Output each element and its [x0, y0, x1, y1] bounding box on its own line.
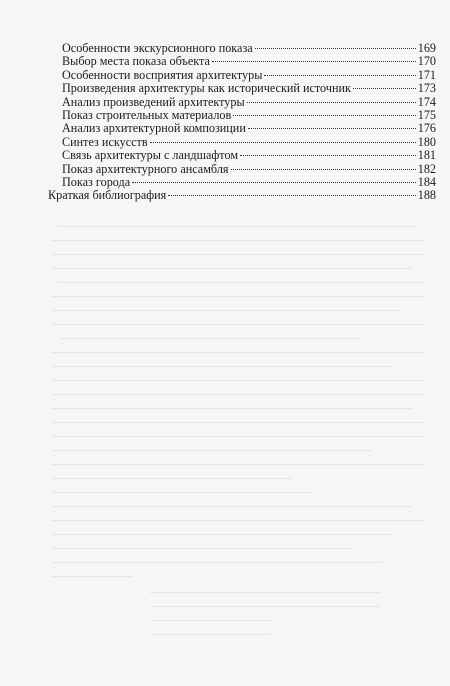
toc-entry-title: Показ архитектурного ансамбля — [62, 161, 229, 176]
toc-entry — [48, 55, 436, 68]
dot-leader — [240, 155, 416, 156]
toc-page-number: 176 — [417, 121, 436, 136]
toc-entry-title: Связь архитектуры с ландшафтом — [62, 148, 239, 163]
dot-leader — [231, 169, 416, 170]
toc-page-number: 182 — [417, 161, 436, 176]
toc-page-number: 170 — [417, 54, 436, 69]
toc-entry — [48, 109, 436, 122]
toc-entry — [48, 42, 436, 55]
toc-entry-title: Синтез искусств — [62, 134, 148, 149]
toc-page-number: 169 — [417, 41, 436, 55]
toc-entry — [48, 82, 436, 95]
dot-leader — [233, 115, 415, 116]
toc-page-number: 171 — [417, 67, 436, 82]
dot-leader — [353, 88, 416, 89]
toc-entry-bibliography — [48, 189, 436, 202]
table-of-contents — [48, 42, 436, 203]
toc-entry-title: Показ города — [62, 175, 131, 190]
toc-entry-title: Анализ архитектурной композиции — [62, 121, 246, 136]
toc-entry — [48, 136, 436, 149]
toc-entry-title: Краткая библиография — [48, 188, 167, 203]
toc-entry-title: Произведения архитектуры как исторический источник — [62, 81, 351, 96]
toc-page-number: 188 — [417, 188, 436, 203]
dot-leader — [132, 182, 416, 183]
toc-entry — [48, 176, 436, 189]
dot-leader — [248, 128, 416, 129]
toc-page-number: 175 — [417, 108, 436, 123]
toc-entry — [48, 149, 436, 162]
dot-leader — [168, 195, 415, 196]
toc-entry-title: Выбор места показа объекта — [62, 54, 210, 69]
dot-leader — [247, 102, 416, 103]
toc-entry-title: Особенности экскурсионного показа — [62, 41, 253, 55]
toc-page-number: 173 — [417, 81, 436, 96]
toc-entry — [48, 163, 436, 176]
toc-page-number: 181 — [417, 148, 436, 163]
toc-entry — [48, 69, 436, 82]
toc-page-number: 180 — [417, 134, 436, 149]
toc-entry — [48, 122, 436, 135]
toc-page-number: 174 — [417, 94, 436, 109]
toc-entry-title: Анализ произведений архитектуры — [62, 94, 245, 109]
dot-leader — [264, 75, 415, 76]
toc-entry-title: Особенности восприятия архитектуры — [62, 67, 263, 82]
toc-page-number: 184 — [417, 175, 436, 190]
toc-entry-title: Показ строительных материалов — [62, 108, 232, 123]
dot-leader — [255, 48, 416, 49]
toc-entry — [48, 96, 436, 109]
dot-leader — [150, 142, 416, 143]
dot-leader — [212, 61, 416, 62]
